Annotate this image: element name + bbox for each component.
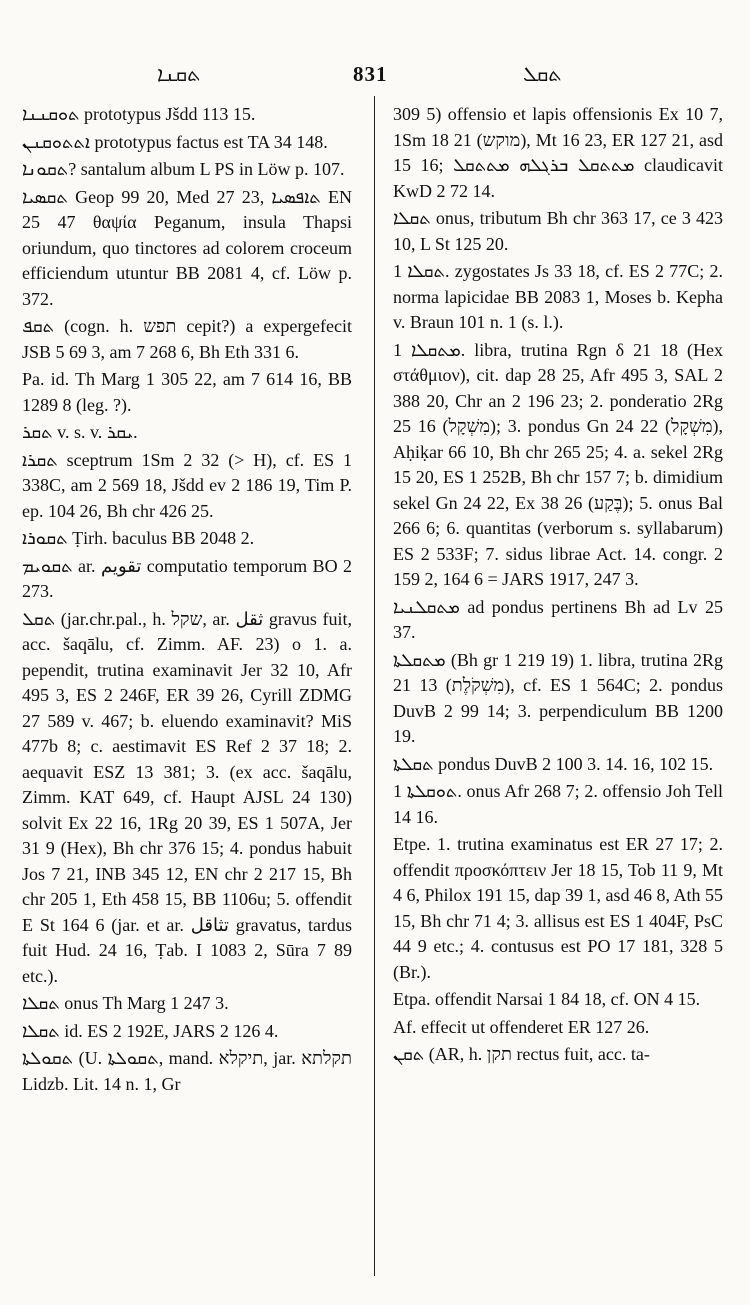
entry: 309 5) offensio et lapis offensionis Ex 10 7, 1Sm 18 21 (מוקש), Mt 16 23, ER 127 21, asd 15 16; ܡܬܬܩܠ ܒܪܓܠܗ ܡܬܬܩܠ claudicavit KwD 2 72 14. xyxy=(393,104,723,201)
entry: ܬܘܩܠܬܐ 1. onus Afr 268 7; 2. offensio Joh Tell 14 16. xyxy=(393,781,723,827)
page-number: 831 xyxy=(353,62,388,86)
entry: ܬܩܠܐ onus, tributum Bh chr 363 17, ce 3 423 10, L St 125 20. xyxy=(393,208,723,254)
entry: ܬܩܠܐ id. ES 2 192E, JARS 2 126 4. xyxy=(22,1020,279,1041)
entry: ܡܬܩܠܬܐ (Bh gr 1 219 19) 1. libra, trutina 2Rg 21 13 (מִשְׁקֹלֶת), cf. ES 1 564C; 2. pondus DuvB 2 99 14; 3. perpendiculum BB 1200 19. xyxy=(393,649,723,746)
entry: Etpe. 1. trutina examinatus est ER 27 17; 2. offendit προσκόπτειν Jer 18 15, Tob 11 9, Mt 4 6, Philox 191 15, dap 39 1, asd 46 8, Ath 55 15, Bh chr 71 4; 3. allisus est ES 1 404F, PsC 44 9 etc.; 4. contusus est PO 17 181, 328 5 (Br.). xyxy=(393,834,724,982)
running-head-right: ܬܩܠ xyxy=(523,62,562,86)
entry: ܬܩܠܐ onus Th Marg 1 247 3. xyxy=(22,993,229,1013)
entry: ܬܩܪܐ sceptrum 1Sm 2 32 (> H), cf. ES 1 338C, am 2 569 18, Jšdd ev 2 186 19, Tim P. ep. 104 26, Bh chr 426 25. xyxy=(22,449,352,521)
entry: ܬܩܦ (cogn. h. תפש cepit?) a expergefecit JSB 5 69 3, am 7 268 6, Bh Eth 331 6. xyxy=(22,316,352,362)
entry: ܬܩܘܢܐ? santalum album L PS in Löw p. 107. xyxy=(22,159,345,179)
entry: Pa. id. Th Marg 1 305 22, am 7 614 16, BB 1289 8 (leg. ?). xyxy=(22,369,352,415)
column-divider xyxy=(374,96,375,1276)
entry: ܬܘܩܢܢܐ prototypus Jšdd 113 15. xyxy=(22,104,256,124)
entry: ܬܩܘܪܐ Ṭirh. baculus BB 2048 2. xyxy=(22,528,255,548)
entry: ܬܩܪ v. s. v. ܝܩܪ. xyxy=(22,422,138,442)
entry: ܬܩܘܠܬܐ (U. ܬܩܘܠܬܐ, mand. תיקלא, jar. תקלתא Lidzb. Lit. 14 n. 1, Gr xyxy=(22,1048,352,1094)
right-column xyxy=(393,102,723,1070)
left-column xyxy=(22,102,352,1099)
running-head-left: ܬܩܢܐ xyxy=(157,62,201,86)
entry: Af. effecit ut offenderet ER 127 26. xyxy=(393,1016,650,1037)
entry: ܡܬܩܠܢܝܐ ad pondus pertinens Bh ad Lv 25 37. xyxy=(393,596,723,642)
entry: ܬܩܠ (jar.chr.pal., h. שקל, ar. ثقل gravus fuit, acc. šaqālu, cf. Zimm. AF. 23) o 1. a. pependit, trutina examinavit Jer 32 10, Afr 495 3, ES 2 246F, ER 39 26, Cyrill ZDMG 27 589 v. 467; b. eluendo examinavit? MiS 477b 8; c. aestimavit ES Ref 2 37 18; 2. aequavit ESZ 13 381; 3. (ex acc. šaqālu, Zimm. KAT 649, cf. Haupt AJSL 24 130) solvit Ex 22 16, 1Rg 20 39, ES 1 507A, Jer 31 9 (Hex), Bh chr 376 15; 4. pondus habuit Jos 7 21, INB 345 12, EN chr 2 217 15, Bh chr 205 1, Eth 458 15, BB 1106u; 5. offendit E St 164 6 (jar. et ar. تثاقل gravatus, tardus fuit Hud. 24 16, Ṭab. I 1083 2, Sūra 7 89 etc.). xyxy=(22,608,353,986)
entry: ܬܩܠܐ 1. zygostates Js 33 18, cf. ES 2 77C; 2. norma lapicidae BB 2083 1, Moses b. Kepha v. Braun 101 n. 1 (s. l.). xyxy=(393,261,723,332)
entry: ܬܩܢ (AR, h. תקן rectus fuit, acc. ta- xyxy=(393,1044,650,1064)
entry: Etpa. offendit Narsai 1 84 18, cf. ON 4 15. xyxy=(393,989,701,1009)
entry: ܡܬܩܠܐ 1. libra, trutina Rgn δ 21 18 (Hex στάθμιον), cit. dap 28 25, Afr 495 3, SAL 2 388 20, Chr an 2 196 23; 2. ponderatio 2Rg 25 16 (מִשְׁקָל); 3. pondus Gn 24 22 (מִשְׁקָל), Aḥiḳar 66 10, Bh chr 265 25; 4. a. sekel 2Rg 15 20, ES 1 252B, Bh chr 157 7; b. dimidium sekel Gn 24 22, Ex 38 26 (בֶּקַע); 5. onus Bal 266 6; 6. quantitas (verborum s. syllabarum) ES 2 533F; 7. sidus librae Act. 14. congr. 2 159 2, 164 6 = JARS 1917, 247 3. xyxy=(393,339,724,589)
entry: ܐܬܬܘܩܢܢ prototypus factus est TA 34 148. xyxy=(22,131,328,152)
entry: ܬܩܠܬܐ pondus DuvB 2 100 3. 14. 16, 102 15. xyxy=(393,753,714,774)
entry: ܬܩܣܝܐ Geop 99 20, Med 27 23, ܬܐܦܣܝܐ EN 25 47 θαψία Peganum, insula Thapsi oriundum, quo tinctores ad colorem croceum efficiendum utuntur BB 2081 4, cf. Löw p. 372. xyxy=(22,186,352,309)
entry: ܬܩܘܝܡ ar. تقويم computatio temporum BO 2 273. xyxy=(22,555,352,601)
